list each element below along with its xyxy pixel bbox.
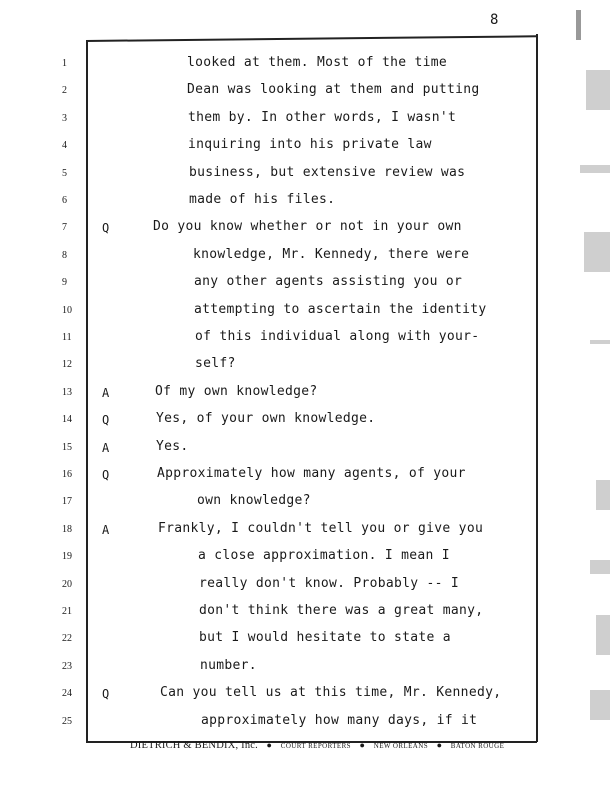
transcript-line: Do you know whether or not in your own [153, 219, 462, 235]
transcript-line: number. [200, 657, 257, 673]
line-number: 4 [62, 140, 67, 152]
line-number: 7 [62, 222, 67, 234]
line-number: 21 [62, 606, 72, 617]
footer-item-baton-rouge: BATON ROUGE [450, 742, 505, 750]
line-number: 1 [62, 58, 67, 69]
line-number: 2 [62, 85, 67, 97]
speaker-label: Q [102, 413, 110, 428]
scan-artifact [596, 480, 610, 510]
footer-bullet-icon: ● [359, 740, 366, 750]
transcript-line: don't think there was a great many, [199, 603, 484, 618]
scan-artifact [576, 10, 581, 40]
speaker-label: A [102, 385, 110, 400]
scan-artifact [586, 70, 610, 110]
line-number: 14 [62, 414, 72, 426]
transcript-line: of this individual along with your- [195, 329, 480, 344]
scan-artifact [584, 232, 610, 272]
line-number: 9 [62, 277, 67, 289]
footer-bullet-icon: ● [436, 740, 443, 750]
page-number: 8 [490, 12, 499, 28]
line-number: 20 [62, 578, 72, 590]
line-number: 6 [62, 195, 67, 206]
transcript-line: attempting to ascertain the identity [194, 301, 487, 317]
line-number: 24 [62, 688, 72, 700]
transcript-line: self? [195, 356, 236, 372]
line-number: 10 [62, 304, 72, 316]
transcript-line: really don't know. Probably -- I [199, 575, 460, 591]
line-number: 15 [62, 441, 72, 453]
scan-artifact [590, 690, 610, 720]
transcript-line: Of my own knowledge? [155, 383, 318, 399]
transcript-line: any other agents assisting you or [194, 274, 463, 290]
transcript-line: inquiring into his private law [188, 137, 432, 153]
line-number: 17 [62, 496, 72, 508]
line-number: 18 [62, 523, 72, 535]
transcript-line: a close approximation. I mean I [198, 548, 450, 564]
line-number: 23 [62, 660, 72, 672]
footer-item-new-orleans: NEW ORLEANS [373, 742, 428, 750]
transcript-line: them by. In other words, I wasn't [188, 109, 457, 125]
transcript-line: Yes. [156, 438, 189, 454]
transcript-line: Frankly, I couldn't tell you or give you [158, 520, 484, 536]
scan-artifact [596, 615, 610, 655]
line-number: 22 [62, 633, 72, 645]
line-number: 8 [62, 249, 67, 261]
frame-top-border [86, 35, 537, 42]
line-number: 11 [62, 332, 72, 343]
speaker-label: A [102, 522, 110, 537]
transcript-line: but I would hesitate to state a [199, 630, 451, 646]
footer-firm: DIETRICH & BENDIX, Inc. [130, 740, 258, 751]
frame-left-border [86, 42, 88, 742]
footer [130, 740, 504, 751]
transcript-line: own knowledge? [197, 493, 311, 509]
transcript-line: looked at them. Most of the time [187, 55, 448, 70]
speaker-label: A [102, 440, 110, 455]
transcript-line: made of his files. [189, 192, 336, 207]
frame-right-border [536, 34, 538, 742]
line-number: 3 [62, 112, 67, 124]
speaker-label: Q [102, 221, 110, 236]
line-number: 5 [62, 167, 67, 179]
footer-item-court-reporters: COURT REPORTERS [280, 742, 351, 750]
line-number: 25 [62, 715, 72, 727]
transcript-line: Can you tell us at this time, Mr. Kennedy, [160, 685, 502, 701]
scan-artifact [590, 340, 610, 344]
transcript-line: Approximately how many agents, of your [157, 466, 466, 481]
speaker-label: Q [102, 687, 110, 702]
footer-bullet-icon: ● [266, 740, 273, 750]
transcript-line: knowledge, Mr. Kennedy, there were [193, 246, 470, 262]
line-number: 13 [62, 386, 72, 398]
line-number: 19 [62, 551, 72, 563]
transcript-line: approximately how many days, if it [201, 712, 478, 728]
speaker-label: Q [102, 468, 110, 482]
transcript-line: Yes, of your own knowledge. [156, 411, 376, 427]
scan-artifact [580, 165, 610, 173]
line-number: 12 [62, 359, 72, 371]
transcript-line: business, but extensive review was [189, 164, 466, 180]
line-number: 16 [62, 469, 72, 480]
transcript-line: Dean was looking at them and putting [187, 82, 480, 98]
scan-artifact [590, 560, 610, 574]
